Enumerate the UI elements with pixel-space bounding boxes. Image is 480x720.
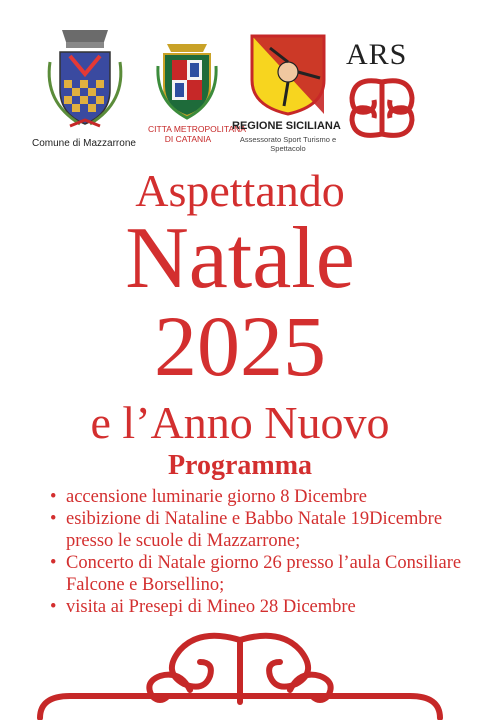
program-item: • visita ai Presepi di Mineo 28 Dicembre (48, 596, 468, 618)
program-item: • accensione luminarie giorno 8 Dicembre (48, 486, 468, 508)
title-aspettando: Aspettando (135, 165, 345, 216)
ars-spiral-emblem-icon (342, 72, 422, 142)
comune-caption: Comune di Mazzarrone (32, 138, 136, 149)
regione-caption: REGIONE SICILIANA (232, 120, 341, 132)
citta-caption-line1: CITTA METROPOLITANA (148, 124, 246, 134)
program-item: • Concerto di Natale giorno 26 presso l’aula Consiliare Falcone e Borsellino; (48, 552, 468, 596)
ars-label: ARS (346, 38, 408, 71)
logo-bar (0, 0, 480, 160)
citta-metropolitana-crest-icon (152, 36, 222, 126)
program-item: • esibizione di Nataline e Babbo Natale 19Dicembre presso le scuole di Mazzarrone; (48, 508, 468, 552)
title-anno-nuovo: e l’Anno Nuovo (90, 397, 390, 448)
title-programma: Programma (167, 450, 313, 481)
spiral-ornament-icon (0, 620, 480, 720)
mazzarrone-crest-icon (40, 22, 130, 137)
trinacria-shield-icon (248, 32, 328, 118)
title-natale: Natale (125, 210, 355, 307)
regione-subcaption: Assessorato Sport Turismo e Spettacolo (239, 135, 337, 153)
citta-caption-line2: DI CATANIA (164, 134, 212, 144)
title-year: 2025 (154, 298, 326, 394)
program-list (48, 486, 468, 618)
citta-caption (148, 124, 246, 144)
